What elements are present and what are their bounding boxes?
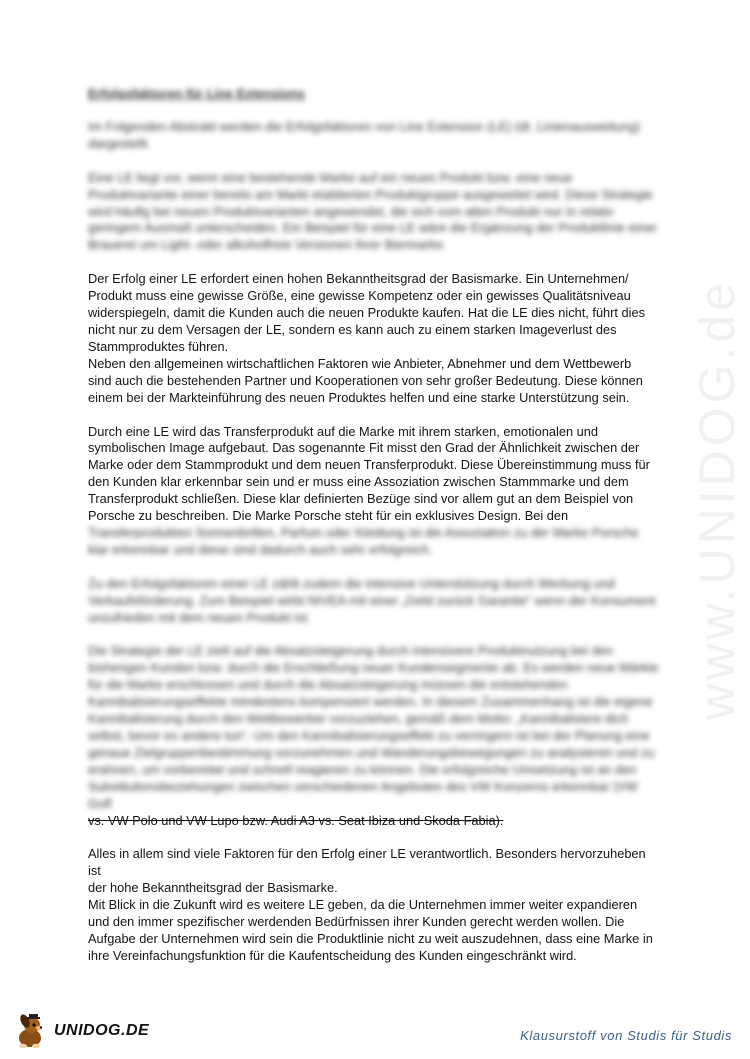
text-line: Neben den allgemeinen wirtschaftlichen Faktoren wie Anbieter, Abnehmer und dem Wettbewerb [88,355,632,371]
transfer-product-paragraph [88,424,660,559]
text-line: symbolischen Image aufgebaut. Das sogenannte Fit misst den Grad der Ähnlichkeit zwischen der [88,440,640,456]
text-line: Aufgabe der Unternehmen wird sein die Produktlinie nicht zu weit auszudehnen, dass eine Marke in [88,930,653,946]
cannibalization-paragraph [88,643,660,829]
text-line: Produkt muss eine gewisse Größe, eine gewisse Kompetenz oder ein gewisses Qualitätsniveau [88,288,631,304]
text-line: Durch eine LE wird das Transferprodukt auf die Marke mit ihrem starken, emotionalen und [88,423,598,439]
logo-wordmark: UNIDOG.DE [54,1022,150,1039]
text-line: Stammproduktes führen. [88,338,229,354]
dog-mascot-icon [14,1012,50,1050]
unidog-logo[interactable] [14,1010,184,1052]
text-line: widerspiegeln, damit die Kunden auch die neuen Produkte kaufen. Hat die LE dies nicht, führt dies [88,305,646,321]
intro-paragraph: Im Folgenden Abstrakt werden die Erfolgsfaktoren von Line Extension (LE) (dt. Linienausweitung) dargestellt. [88,118,640,151]
text-line: sind auch die bestehenden Partner und Kooperationen von sehr großer Bedeutung. Diese können [88,372,643,388]
brand-awareness-paragraph [88,271,660,406]
text-line: den Kunden klar erkennbar sein und er muss eine Assoziation zwischen Stammmarke und dem [88,474,629,490]
text-line: Marke oder dem Stammprodukt und dem neuen Transferprodukt. Diese Übereinstimmung muss für [88,457,650,473]
text-line: Der Erfolg einer LE erfordert einen hohen Bekanntheitsgrad der Basismarke. Ein Unternehmen/ [88,271,629,287]
document-body [88,86,660,982]
text-line: Alles in allem sind viele Faktoren für den Erfolg einer LE verantwortlich. Besonders hervorzuheben ist [88,846,646,879]
text-line: Porsche zu beschreiben. Die Marke Porsche steht für ein exklusives Design. Bei den [88,508,569,524]
text-line: einem bei der Markteinführung des neuen Produktes helfen und eine starke Unterstützung sein. [88,389,630,405]
porsche-example-blurred: Transferprodukten Sonnenbrillen, Parfum oder Kleidung ist die Assoziation zu der Marke Porsche klar erkennbar und diese sind dadurch auch sehr erfolgreich. [88,524,639,557]
definition-paragraph: Eine LE liegt vor, wenn eine bestehende Marke auf ein neues Produkt bzw. eine neue Produktvariante einer bereits am Markt etablierten Produktgruppe ausgeweitet wird. Diese Strategie wird häufig bei neuen Produktvarianten angewendet, die sich vom alten Produkt nur in relativ geringem Ausmaß unterscheiden. Ein Beispiel für eine LE wäre die Ergänzung der Produktlinie einer Brauerei um Light- oder alkoholfreie Versionen ihrer Biermarke. [88,169,658,253]
cannibalization-blurred: Die Strategie der LE zielt auf die Absatzsteigerung durch intensivere Produktnutzung bei den bisherigen Kunden bzw. durch die Erschließung neuer Kundensegmente ab. Es werden neue Märkte für die Marke erschlossen und durch die Absatzsteigerung müssen die entstehenden Kannibalisierungseffekte mindestens kompensiert werden. In diesem Zusammenhang ist die eigene Kannibalisierung durch den Wettbewerber vorzuziehen, gemäß dem Motto: „Kannibalisiere dich selbst, bevor es andere tun“. Um den Kannibalisierungseffekt zu verringern ist bei der Planung eine genaue Zielgruppenbestimmung vorzunehmen und Wanderungsbewegungen zu analysieren und zu erahnen, um vorbereitet und schnell reagieren zu können. Die erfolgreiche Umsetzung ist an den Substitutionsbeziehungen zwischen verschiedenen Angeboten des VW Konzerns erkennbar (VW Golf [88,643,659,811]
watermark: www.UNIDOG.de [689,279,745,720]
text-line: ihre Vereinfachungsfunktion für die Kaufentscheidung des Kunden eingeschränkt wird. [88,947,577,963]
footer-tagline: Klausurstoff von Studis für Studis [520,1028,732,1043]
vw-example-line: vs. VW Polo und VW Lupo bzw. Audi A3 vs. Seat Ibiza und Skoda Fabia). [88,812,504,828]
advertising-paragraph: Zu den Erfolgsfaktoren einer LE zählt zudem die intensive Unterstützung durch Werbung und Verkaufsförderung. Zum Beispiel wirbt NIVEA mit einer „Geld zurück Garantie“ wenn der Konsument unzufrieden mit dem neuen Produkt ist. [88,575,656,625]
document-title: Erfolgsfaktoren für Line Extensions [88,86,305,101]
conclusion-paragraph [88,846,660,964]
text-line: und den immer spezifischer werdenden Bedürfnissen ihrer Kunden gerecht werden wollen. Die [88,914,625,930]
text-line: nicht nur zu dem Versagen der LE, sondern es kann auch zu einem starken Imageverlust des [88,321,617,337]
text-line: der hohe Bekanntheitsgrad der Basismarke. [88,880,338,896]
text-line: Mit Blick in die Zukunft wird es weitere LE geben, da die Unternehmen immer weiter expandieren [88,897,638,913]
text-line: Transferprodukt schließen. Diese klar definierten Bezüge sind vor allem gut an dem Beispiel von [88,491,634,507]
